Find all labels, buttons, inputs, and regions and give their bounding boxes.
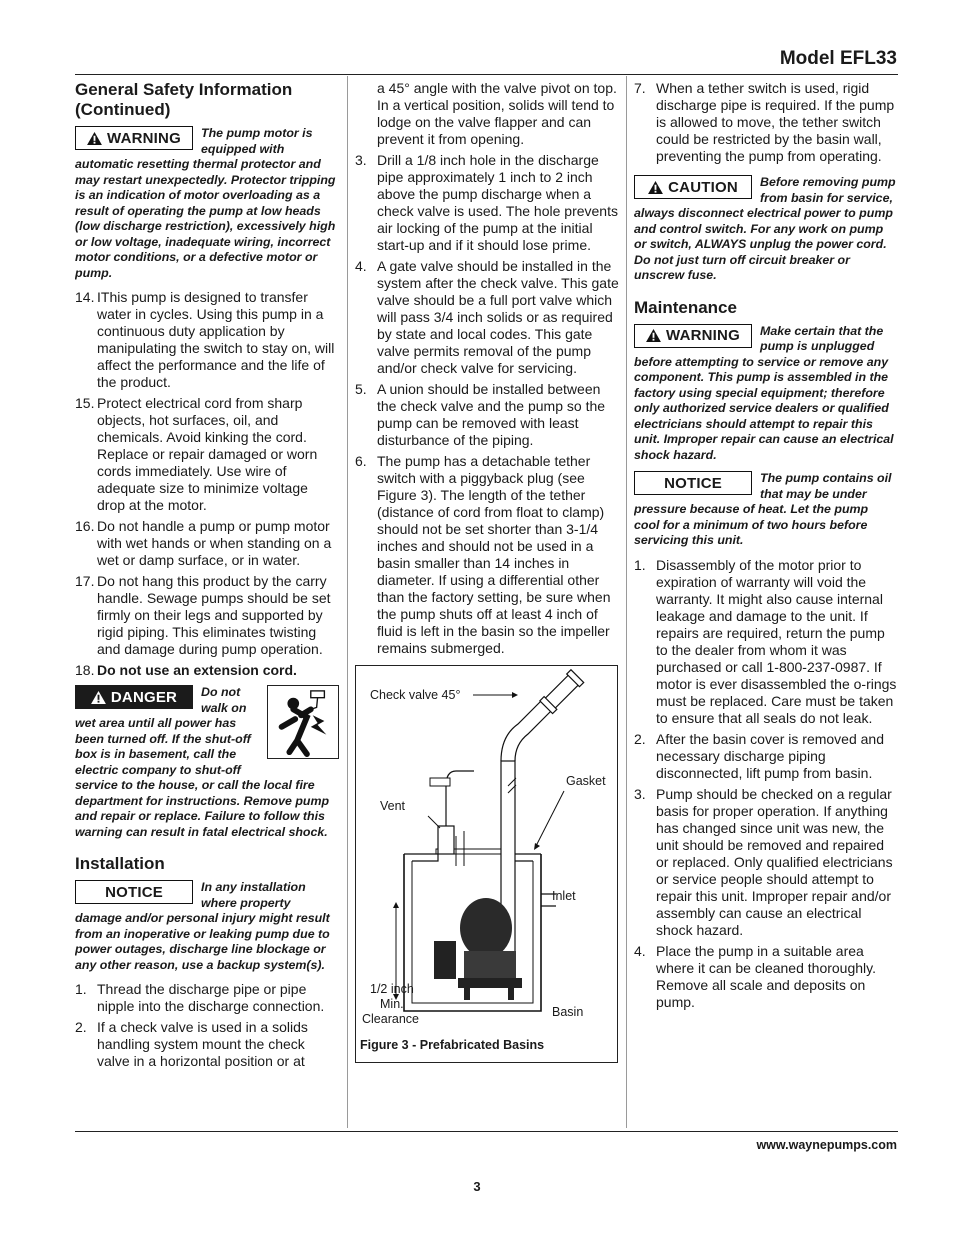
column-separator (626, 76, 627, 1128)
list-item: 6. The pump has a detachable tether switch with a piggyback plug (see Figure 3). The length of the tether (distance of cord from float to clamp) should not be set shorter than 3-1/4 inches and should not be used in a basin smaller than 14 inches in diameter. If using a differential other than the factory setting, be sure when the pump shuts off at least 4 inch of fluid is left in the basin so the impeller remains submerged. (355, 453, 611, 656)
column-separator (347, 76, 348, 1128)
maintenance-list (634, 557, 897, 1011)
list-item: 2. If a check valve is used in a solids handling system mount the check valve in a horizontal position or at (75, 1019, 308, 1069)
figure-caption: Figure 3 - Prefabricated Basins (360, 1038, 545, 1052)
footer-url: www.waynepumps.com (756, 1138, 897, 1152)
list-item: 16. Do not handle a pump or pump motor with wet hands or when standing on a wet or damp surface, or in water. (75, 518, 332, 568)
warning-triangle-icon (646, 329, 661, 342)
list-item: 7. When a tether switch is used, rigid discharge pipe is required. If the pump is allowed to move, the tether switch could be restricted by the basin wall, preventing the pump from operating. (634, 80, 895, 164)
installation-list (75, 981, 339, 1070)
warning-triangle-icon (87, 132, 102, 145)
warning-badge-label: WARNING (107, 129, 181, 147)
label-gasket: Gasket (566, 774, 606, 788)
notice-alert (75, 880, 339, 973)
warning-alert (75, 126, 339, 281)
safety-list (75, 289, 339, 679)
list-item: 17. Do not hang this product by the carry handle. Sewage pumps should be set firmly on their legs and supported by rigid piping. This eliminates twisting and damage during pump operation. (75, 573, 331, 657)
column-3 (634, 80, 897, 1015)
caution-badge-label: CAUTION (668, 178, 738, 196)
list-item: 18. Do not use an extension cord. (75, 662, 297, 678)
warning-triangle-icon (91, 691, 106, 704)
maintenance-notice-text: The pump contains oil that may be under pressure because of heat. Let the pump cool for a minimum of two hours before servicing this unit. (634, 471, 892, 547)
label-inlet: Inlet (552, 889, 576, 903)
list-item: 2. After the basin cover is removed and necessary discharge piping disconnected, lift pump from basin. (634, 730, 885, 781)
column-2 (355, 80, 620, 1063)
maintenance-notice-alert (634, 471, 897, 549)
notice-alert-text: In any installation where property damage and/or personal injury might result from an inoperative or leaking pump due to power outages, discharge line blockage or any other reason, use a backup system(s). (75, 880, 330, 972)
section-title: General Safety Information (Continued) (75, 80, 293, 119)
caution-alert-text: Before removing pump from basin for service, always disconnect electrical power to pump and control switch. For any work on pump or switch, ALWAYS unplug the power cord. Do not just turn off circuit breaker or unscrew fuse. (634, 175, 896, 282)
electrical-shock-hazard-icon (267, 685, 339, 759)
list-item: 1. Thread the discharge pipe or pipe nipple into the discharge connection. (75, 981, 325, 1014)
continued-text: a 45° angle with the valve pivot on top. In a vertical position, solids will tend to lodge on the valve flapper and can prevent it from opening. (377, 80, 617, 147)
notice-badge (75, 880, 193, 904)
label-check-valve: Check valve 45° (370, 688, 461, 702)
column-1 (75, 80, 339, 1074)
warning-alert-text: The pump motor is equipped with automatic resetting thermal protector and may restart unexpectedly. Protector tripping is an indication of motor overloading as a result of operating the pump at low heads (low discharge restriction), excessively high or low voltage, inadequate wiring, incorrect motor conditions, or a defective motor or pump. (75, 126, 336, 280)
list-item: 15. Protect electrical cord from sharp objects, hot surfaces, oil, and chemicals. Avoid kinking the cord. Replace or repair damaged or worn cords immediately. Use wire of adequate size to minimize voltage drop at the motor. (75, 395, 318, 513)
warning-badge (75, 126, 193, 150)
installation-title: Installation (75, 854, 165, 873)
list-item: 14. IThis pump is designed to transfer water in cycles. Using this pump in a continuous duty application by manipulating the switch to stay on, will affect the performance and the life of the product. (75, 289, 335, 390)
notice-badge-label: NOTICE (105, 883, 163, 901)
caution-badge (634, 175, 752, 199)
label-clearance-2: Min. (380, 997, 404, 1011)
list-item: 3. Drill a 1/8 inch hole in the discharge pipe approximately 1 inch to 2 inch above the pump discharge when a check valve is used. The hole prevents air locking of the pump at the initial start-up and if it should lose prime. (355, 152, 618, 253)
list-item: 3. Pump should be checked on a regular basis for proper operation. If anything has changed since unit was new, the unit should be removed and repaired or replaced. Only qualified electricians or service people should attempt to repair this unit. Improper repair and/or assembly can cause an electrical shock hazard. (634, 785, 893, 938)
warning-triangle-icon (648, 181, 663, 194)
danger-badge (75, 685, 193, 709)
list-item: 4. Place the pump in a suitable area where it can be cleaned thoroughly. Remove all scale and deposits on pump. (634, 942, 876, 1010)
notice-badge (634, 471, 752, 495)
maintenance-title: Maintenance (634, 297, 737, 317)
list-item: 1. Disassembly of the motor prior to expiration of warranty will void the warranty. It might also cause internal leakage and damage to the unit. If repairs are required, return the pump to the dealer from whom it was purchased or call 1-800-237-0987. If motor is ever disassembled the o-rings must be replaced. Care must be taken to ensure that all seals do not leak. (634, 556, 897, 726)
danger-badge-label: DANGER (110, 688, 178, 706)
label-basin: Basin (552, 1005, 584, 1019)
installation-list-end (634, 80, 897, 165)
maintenance-warning-alert (634, 324, 897, 464)
label-vent: Vent (380, 799, 406, 813)
danger-alert-text: Do not walk on wet area until all power has been turned off. If the shut-off box is in basement, call the electric company to shut-off service to the house, or call the local fire department for instructions. Remove pump and repair or replace. Failure to follow this warning can result in fatal electrical shock. (75, 685, 330, 839)
warning-badge (634, 324, 752, 348)
model-title: Model EFL33 (779, 48, 897, 69)
danger-alert (75, 685, 339, 840)
installation-list-continued (355, 152, 620, 657)
label-clearance-3: Clearance (362, 1012, 419, 1026)
bottom-rule (75, 1131, 898, 1132)
figure-prefabricated-basins (355, 665, 618, 1063)
warning-badge-label: WARNING (666, 327, 740, 344)
list-item: 5. A union should be installed between the check valve and the pump so the pump can be removed with least disturbance of the piping. (355, 381, 606, 448)
page-number: 3 (473, 1179, 481, 1194)
maintenance-warning-text: Make certain that the pump is unplugged before attempting to service or remove any component. This pump is assembled in the factory using special equipment; therefore only authorized service dealers or qualified electricians should attempt to repair this unit. Improper repair can cause an electrical shock hazard. (634, 323, 894, 462)
caution-alert (634, 175, 897, 284)
notice-badge-label: NOTICE (664, 474, 722, 492)
label-clearance-1: 1/2 inch (370, 982, 414, 996)
top-rule (75, 74, 898, 75)
list-item: 4. A gate valve should be installed in the system after the check valve. This gate valve should be a full port valve which will pass 3/4 inch solids or as required by state and local codes. This gate valve permits removal of the pump and/or check valve for servicing. (355, 258, 619, 376)
